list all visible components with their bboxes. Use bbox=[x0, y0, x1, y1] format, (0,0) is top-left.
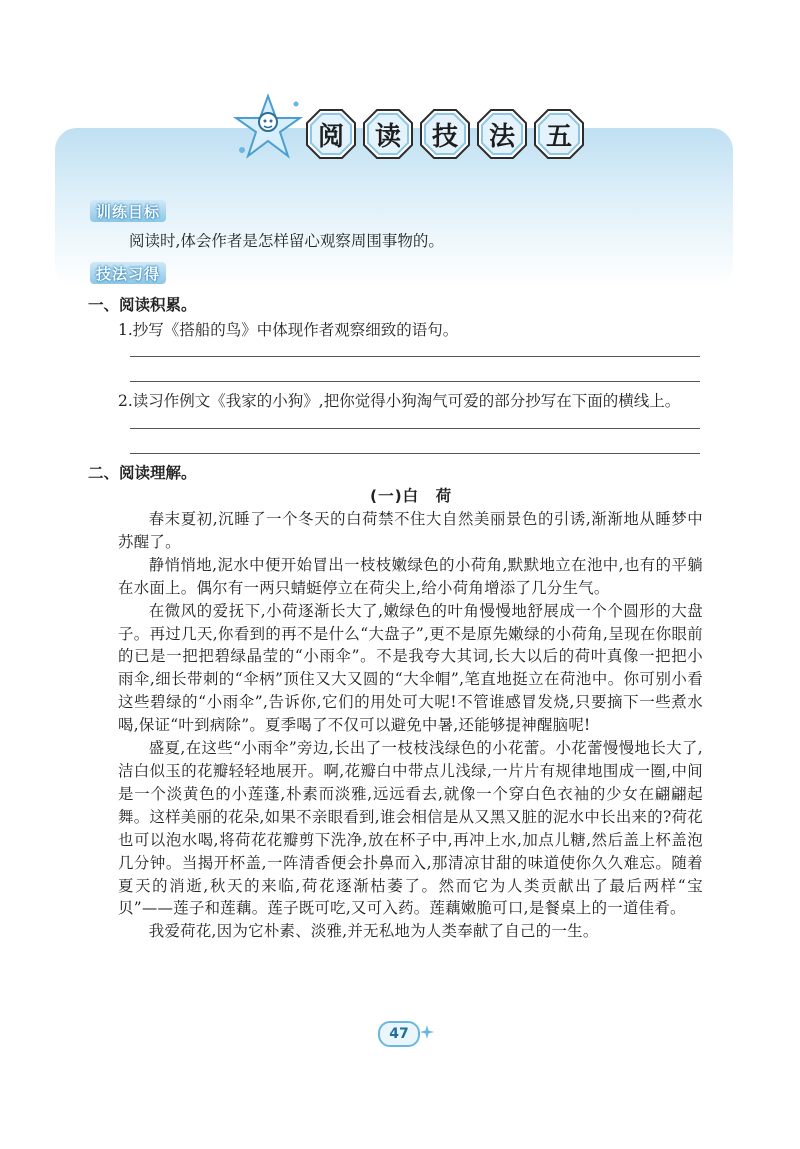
passage-title: (一)白 荷 bbox=[370, 487, 453, 505]
sparkle-icon bbox=[420, 1025, 434, 1043]
answer-line bbox=[130, 428, 700, 429]
title-char: 法 bbox=[476, 108, 528, 160]
answer-line bbox=[130, 381, 700, 382]
passage-body bbox=[118, 508, 703, 943]
skill-tag: 技法习得 bbox=[90, 262, 166, 284]
part2-heading: 二、阅读理解。 bbox=[88, 464, 197, 482]
question-2: 2.读习作例文《我家的小狗》,把你觉得小狗淘气可爱的部分抄写在下面的横线上。 bbox=[118, 392, 681, 410]
passage-paragraph: 我爱荷花,因为它朴素、淡雅,并无私地为人类奉献了自己的一生。 bbox=[148, 922, 599, 941]
title-char: 读 bbox=[362, 108, 414, 160]
page-number: 47 bbox=[378, 1021, 420, 1047]
part1-heading: 一、阅读积累。 bbox=[88, 296, 197, 314]
title-char: 阅 bbox=[305, 108, 357, 160]
goal-tag: 训练目标 bbox=[90, 200, 166, 222]
answer-line bbox=[130, 453, 700, 454]
passage-paragraph: 静悄悄地,泥水中便开始冒出一枝枝嫩绿色的小荷角,默默地立在池中,也有的平躺在水面上。偶尔有一两只蜻蜓停立在荷尖上,给小荷角增添了几分生气。 bbox=[118, 555, 703, 597]
page-number-badge bbox=[378, 1021, 438, 1049]
answer-line bbox=[130, 356, 700, 357]
question-1: 1.抄写《搭船的鸟》中体现作者观察细致的语句。 bbox=[118, 321, 459, 339]
passage-paragraph: 春末夏初,沉睡了一个冬天的白荷禁不住大自然美丽景色的引诱,渐渐地从睡梦中苏醒了。 bbox=[118, 510, 703, 551]
passage-paragraph: 在微风的爱抚下,小荷逐渐长大了,嫩绿色的叶角慢慢地舒展成一个个圆形的大盘子。再过几天,你看到的再不是什么“大盘子”,更不是原先嫩绿的小荷角,呈现在你眼前的已是一把把碧绿晶莹的“小雨伞”。不是我夸大其词,长大以后的荷叶真像一把把小雨伞,细长带刺的“伞柄”顶住又大又圆的“大伞帽”,笔直地挺立在荷池中。你可别小看这些碧绿的“小雨伞”,告诉你,它们的用处可大呢!不管谁感冒发烧,只要摘下一些煮水喝,保证“叶到病除”。夏季喝了不仅可以避免中暑,还能够提神醒脑呢! bbox=[118, 601, 703, 735]
mascot-star-icon bbox=[228, 92, 308, 164]
page-title bbox=[305, 108, 585, 164]
passage-paragraph: 盛夏,在这些“小雨伞”旁边,长出了一枝枝浅绿色的小花蕾。小花蕾慢慢地长大了,洁白似玉的花瓣轻轻地展开。啊,花瓣白中带点儿浅绿,一片片有规律地围成一圈,中间是一个淡黄色的小莲蓬,朴素而淡雅,远远看去,就像一个穿白色衣袖的少女在翩翩起舞。这样美丽的花朵,如果不亲眼看到,谁会相信是从又黑又脏的泥水中长出来的?荷花也可以泡水喝,将荷花花瓣剪下洗净,放在杯子中,再冲上水,加点儿糖,然后盖上杯盖泡几分钟。当揭开杯盖,一阵清香便会扑鼻而入,那清凉甘甜的味道使你久久难忘。随着夏天的消逝,秋天的来临,荷花逐渐枯萎了。然而它为人类贡献出了最后两样“宝贝”——莲子和莲藕。莲子既可吃,又可入药。莲藕嫩脆可口,是餐桌上的一道佳肴。 bbox=[118, 739, 703, 918]
title-char: 五 bbox=[533, 108, 585, 160]
goal-text: 阅读时,体会作者是怎样留心观察周围事物的。 bbox=[129, 232, 444, 250]
title-char: 技 bbox=[419, 108, 471, 160]
